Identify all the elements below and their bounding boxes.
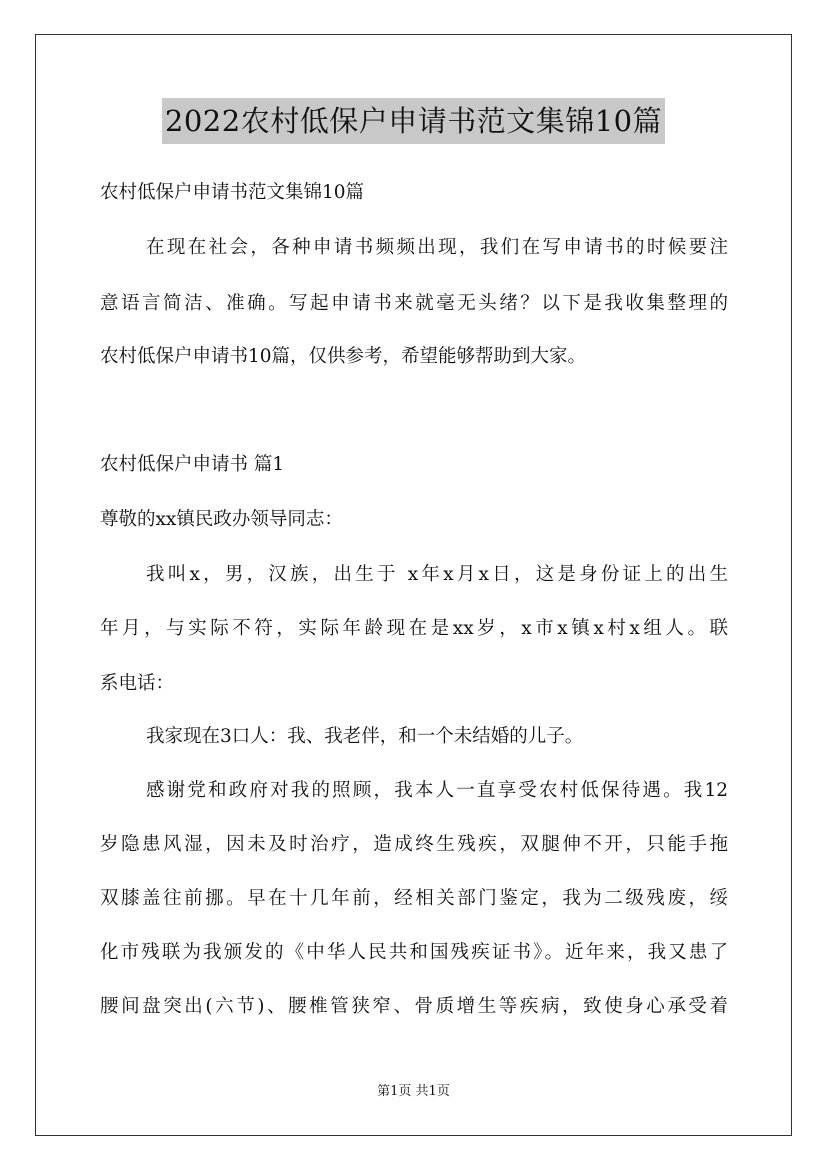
section-heading: 农村低保户申请书 篇1 [100, 454, 285, 475]
page-number-footer: 第1页 共1页 [377, 1084, 450, 1099]
para3-line-3: 双膝盖往前挪。早在十几年前，经相关部门鉴定，我为二级残废，绥 [100, 888, 728, 909]
intro-line-1: 在现在社会，各种申请书频频出现，我们在写申请书的时候要注 [146, 237, 728, 258]
para1-line-1: 我叫x，男，汉族，出生于 x年x月x日，这是身份证上的出生 [146, 564, 728, 585]
para3-line-2: 岁隐患风湿，因未及时治疗，造成终生残疾，双腿伸不开，只能手拖 [100, 834, 728, 855]
para3-line-1: 感谢党和政府对我的照顾，我本人一直享受农村低保待遇。我12 [146, 780, 728, 801]
para3-line-4: 化市残联为我颁发的《中华人民共和国残疾证书》。近年来，我又患了 [100, 942, 728, 963]
para1-line-3: 系电话： [100, 673, 175, 694]
salutation: 尊敬的xx镇民政办领导同志： [100, 509, 343, 530]
document-title: 2022农村低保户申请书范文集锦10篇 [162, 98, 665, 144]
intro-line-3: 农村低保户申请书10篇，仅供参考，希望能够帮助到大家。 [100, 346, 587, 367]
document-subtitle: 农村低保户申请书范文集锦10篇 [100, 182, 365, 203]
para2-line-1: 我家现在3口人：我、我老伴，和一个未结婚的儿子。 [146, 726, 584, 747]
para1-line-2: 年月，与实际不符，实际年龄现在是xx岁，x市x镇x村x组人。联 [100, 618, 728, 639]
intro-line-2: 意语言简洁、准确。写起申请书来就毫无头绪？以下是我收集整理的 [100, 293, 728, 314]
para3-line-5: 腰间盘突出(六节)、腰椎管狭窄、骨质增生等疾病，致使身心承受着 [100, 996, 728, 1017]
title-container [0, 98, 827, 144]
